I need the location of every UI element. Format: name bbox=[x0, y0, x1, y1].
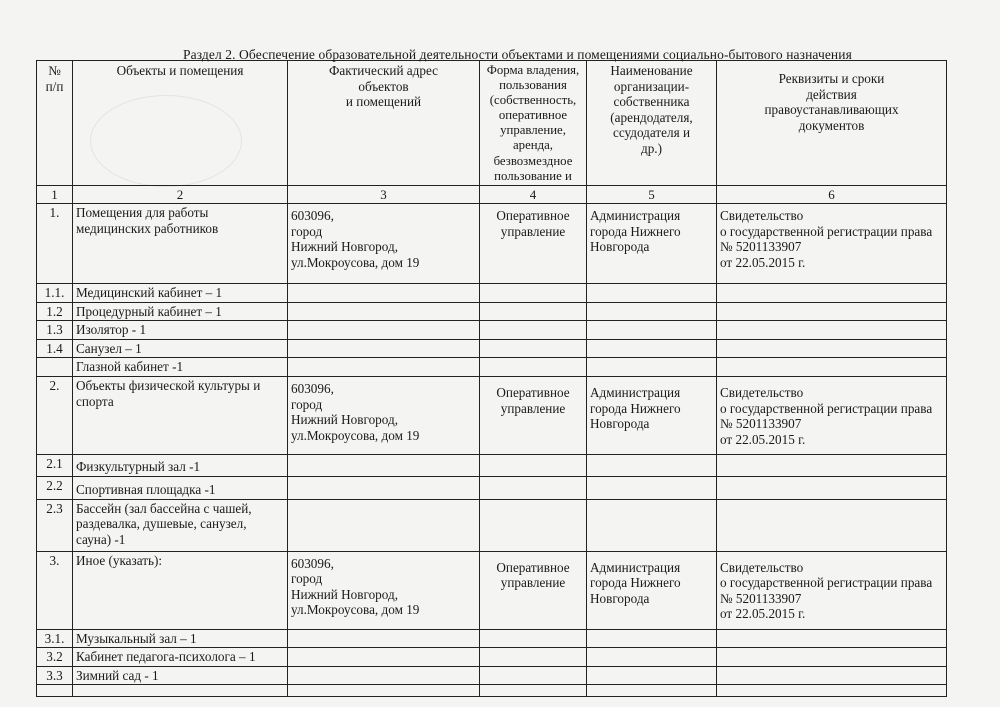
object-name: Спортивная площадка -1 bbox=[73, 476, 288, 499]
column-number: 2 bbox=[73, 185, 288, 203]
empty-cell bbox=[480, 666, 587, 685]
column-number-row bbox=[37, 185, 947, 203]
empty-cell bbox=[587, 358, 717, 377]
table-row bbox=[37, 284, 947, 303]
object-address: 603096, город Нижний Новгород, ул.Мокроусова, дом 19 bbox=[288, 551, 480, 629]
column-number: 3 bbox=[288, 185, 480, 203]
empty-cell bbox=[480, 358, 587, 377]
header-address: Фактический адрес объектов и помещений bbox=[288, 61, 480, 186]
owner-org: Администрация города Нижнего Новгорода bbox=[587, 204, 717, 284]
row-num: 1.3 bbox=[37, 321, 73, 340]
empty-cell bbox=[717, 499, 947, 551]
row-num: 3.1. bbox=[37, 629, 73, 648]
object-name: Музыкальный зал – 1 bbox=[73, 629, 288, 648]
empty-cell bbox=[288, 339, 480, 358]
object-name: Иное (указать): bbox=[73, 551, 288, 629]
facilities-table bbox=[36, 60, 947, 697]
object-name: Изолятор - 1 bbox=[73, 321, 288, 340]
empty-cell bbox=[480, 476, 587, 499]
empty-cell bbox=[288, 648, 480, 667]
empty-cell bbox=[587, 284, 717, 303]
column-number: 1 bbox=[37, 185, 73, 203]
empty-cell bbox=[587, 454, 717, 476]
owner-org: Администрация города Нижнего Новгорода bbox=[587, 551, 717, 629]
empty-cell bbox=[288, 685, 480, 697]
empty-cell bbox=[288, 666, 480, 685]
section-title: Раздел 2. Обеспечение образовательной деятельности объектами и помещениями социально-бытового назначения bbox=[183, 47, 852, 62]
table-row bbox=[37, 499, 947, 551]
object-name: Физкультурный зал -1 bbox=[73, 454, 288, 476]
ownership-form: Оперативное управление bbox=[480, 204, 587, 284]
header-org: Наименование организации- собственника (арендодателя, ссудодателя и др.) bbox=[587, 61, 717, 186]
table-row bbox=[37, 339, 947, 358]
title-documents: Свидетельство о государственной регистрации права № 5201133907 от 22.05.2015 г. bbox=[717, 204, 947, 284]
empty-cell bbox=[587, 685, 717, 697]
header-docs: Реквизиты и сроки действия правоустанавливающих документов bbox=[717, 61, 947, 186]
table-row-group bbox=[37, 376, 947, 454]
empty-cell bbox=[717, 629, 947, 648]
empty-cell bbox=[288, 476, 480, 499]
empty-cell bbox=[587, 629, 717, 648]
object-address: 603096, город Нижний Новгород, ул.Мокроусова, дом 19 bbox=[288, 376, 480, 454]
empty-cell bbox=[587, 302, 717, 321]
empty-cell bbox=[717, 454, 947, 476]
owner-org: Администрация города Нижнего Новгорода bbox=[587, 376, 717, 454]
empty-cell bbox=[288, 499, 480, 551]
empty-cell bbox=[717, 648, 947, 667]
column-number: 4 bbox=[480, 185, 587, 203]
object-name: Кабинет педагога-психолога – 1 bbox=[73, 648, 288, 667]
empty-cell bbox=[717, 302, 947, 321]
empty-cell bbox=[717, 321, 947, 340]
object-address: 603096, город Нижний Новгород, ул.Мокроусова, дом 19 bbox=[288, 204, 480, 284]
empty-cell bbox=[480, 284, 587, 303]
title-documents: Свидетельство о государственной регистрации права № 5201133907 от 22.05.2015 г. bbox=[717, 376, 947, 454]
empty-cell bbox=[717, 476, 947, 499]
empty-cell bbox=[288, 629, 480, 648]
object-name: Медицинский кабинет – 1 bbox=[73, 284, 288, 303]
row-num: 3. bbox=[37, 551, 73, 629]
row-num: 1. bbox=[37, 204, 73, 284]
column-number: 6 bbox=[717, 185, 947, 203]
empty-cell bbox=[587, 499, 717, 551]
column-number: 5 bbox=[587, 185, 717, 203]
object-name: Бассейн (зал бассейна с чашей, раздевалка, душевые, санузел, сауна) -1 bbox=[73, 499, 288, 551]
empty-cell bbox=[480, 339, 587, 358]
object-name: Помещения для работы медицинских работников bbox=[73, 204, 288, 284]
header-ownership: Форма владения, пользования (собственность, оперативное управление, аренда, безвозмездное пользование и bbox=[480, 61, 587, 186]
row-num: 1.1. bbox=[37, 284, 73, 303]
header-objects: Объекты и помещения bbox=[73, 61, 288, 186]
table-header-row bbox=[37, 61, 947, 186]
table-row bbox=[37, 321, 947, 340]
empty-cell bbox=[587, 339, 717, 358]
table-row-group bbox=[37, 551, 947, 629]
object-name: Зимний сад - 1 bbox=[73, 666, 288, 685]
header-num: № п/п bbox=[37, 61, 73, 186]
table-row bbox=[37, 454, 947, 476]
row-num: 1.2 bbox=[37, 302, 73, 321]
empty-cell bbox=[288, 284, 480, 303]
table-row bbox=[37, 648, 947, 667]
empty-cell bbox=[717, 358, 947, 377]
row-num: 2.1 bbox=[37, 454, 73, 476]
empty-cell bbox=[717, 284, 947, 303]
empty-cell bbox=[587, 476, 717, 499]
empty-cell bbox=[288, 358, 480, 377]
table-row bbox=[37, 666, 947, 685]
object-name: Процедурный кабинет – 1 bbox=[73, 302, 288, 321]
object-name: Санузел – 1 bbox=[73, 339, 288, 358]
empty-cell bbox=[37, 685, 73, 697]
empty-cell bbox=[480, 499, 587, 551]
empty-cell bbox=[480, 629, 587, 648]
empty-cell bbox=[480, 685, 587, 697]
table-row bbox=[37, 476, 947, 499]
empty-cell bbox=[587, 648, 717, 667]
empty-cell bbox=[717, 339, 947, 358]
empty-cell bbox=[480, 302, 587, 321]
row-num: 2.2 bbox=[37, 476, 73, 499]
row-num: 2.3 bbox=[37, 499, 73, 551]
empty-cell bbox=[288, 321, 480, 340]
empty-cell bbox=[288, 302, 480, 321]
empty-cell bbox=[480, 321, 587, 340]
table-row bbox=[37, 629, 947, 648]
ownership-form: Оперативное управление bbox=[480, 376, 587, 454]
empty-cell bbox=[73, 685, 288, 697]
object-name: Глазной кабинет -1 bbox=[73, 358, 288, 377]
empty-cell bbox=[717, 666, 947, 685]
row-num: 3.2 bbox=[37, 648, 73, 667]
empty-cell bbox=[717, 685, 947, 697]
table-row-empty bbox=[37, 685, 947, 697]
ownership-form: Оперативное управление bbox=[480, 551, 587, 629]
empty-cell bbox=[587, 666, 717, 685]
empty-cell bbox=[480, 454, 587, 476]
object-name: Объекты физической культуры и спорта bbox=[73, 376, 288, 454]
table-row-group bbox=[37, 204, 947, 284]
empty-cell bbox=[288, 454, 480, 476]
title-documents: Свидетельство о государственной регистрации права № 5201133907 от 22.05.2015 г. bbox=[717, 551, 947, 629]
row-num: 2. bbox=[37, 376, 73, 454]
empty-cell bbox=[480, 648, 587, 667]
table-row bbox=[37, 358, 947, 377]
row-num bbox=[37, 358, 73, 377]
empty-cell bbox=[587, 321, 717, 340]
table-row bbox=[37, 302, 947, 321]
row-num: 3.3 bbox=[37, 666, 73, 685]
row-num: 1.4 bbox=[37, 339, 73, 358]
